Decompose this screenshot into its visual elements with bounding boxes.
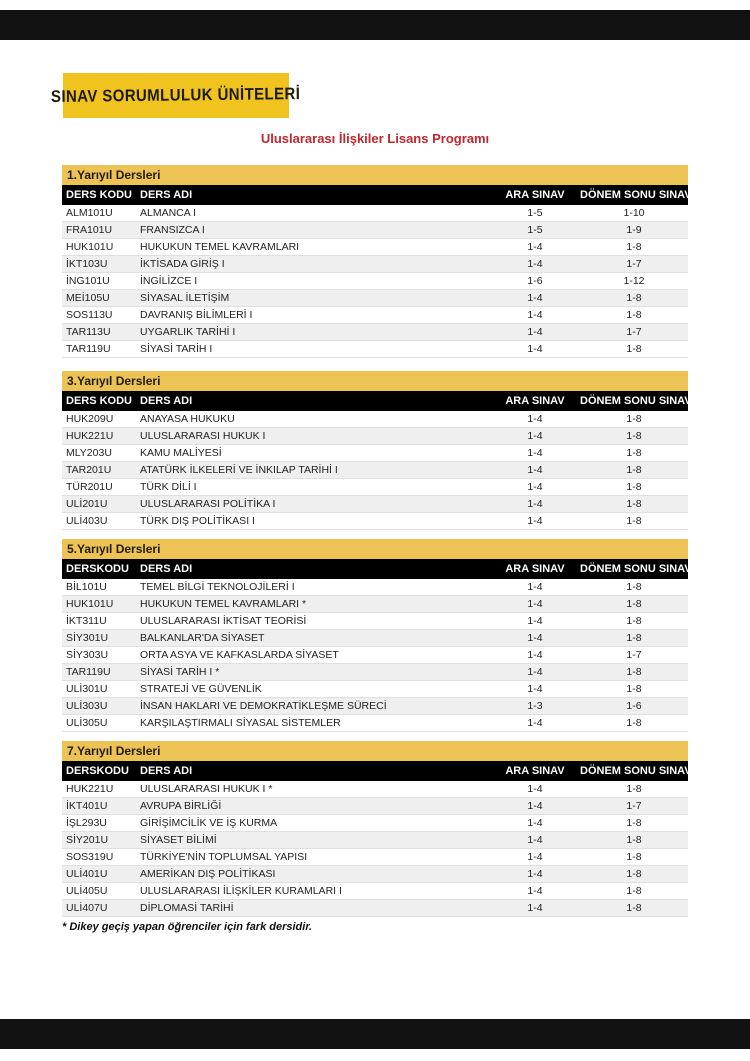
cell-midterm-units: 1-4	[527, 885, 543, 897]
cell-final-units: 1-8	[626, 292, 642, 304]
header-cell: DERS ADI	[140, 563, 193, 575]
header-cell: DÖNEM SONU SINAVI	[580, 395, 695, 407]
cell-course-code: ULİ301U	[66, 683, 108, 695]
table-row	[62, 900, 688, 917]
cell-course-name: SİYASİ TARİH I	[140, 343, 213, 355]
cell-final-units: 1-8	[626, 632, 642, 644]
cell-midterm-units: 1-6	[527, 275, 543, 287]
cell-midterm-units: 1-4	[527, 783, 543, 795]
cell-final-units: 1-8	[626, 413, 642, 425]
table-header-row	[62, 761, 695, 781]
cell-final-units: 1-8	[626, 868, 642, 880]
cell-course-code: SOS113U	[66, 309, 113, 321]
table-row	[62, 273, 688, 290]
table-row	[62, 222, 688, 239]
cell-final-units: 1-8	[626, 515, 642, 527]
cell-final-units: 1-7	[626, 800, 642, 812]
cell-course-code: ULİ405U	[66, 885, 108, 897]
cell-course-code: SOS319U	[66, 851, 114, 863]
table-row	[62, 883, 688, 900]
cell-final-units: 1-8	[626, 581, 642, 593]
cell-course-name: DAVRANIŞ BİLİMLERİ I	[140, 309, 253, 321]
cell-final-units: 1-6	[626, 700, 642, 712]
table-header-row	[62, 559, 695, 579]
program-title: Uluslararası İlişkiler Lisans Programı	[260, 131, 490, 146]
cell-midterm-units: 1-4	[527, 598, 543, 610]
cell-midterm-units: 1-4	[527, 632, 543, 644]
cell-midterm-units: 1-4	[527, 717, 543, 729]
cell-final-units: 1-8	[626, 481, 642, 493]
cell-course-code: ULİ201U	[66, 498, 108, 510]
cell-final-units: 1-8	[626, 447, 642, 459]
header-cell: DERS ADI	[140, 395, 193, 407]
cell-course-name: TÜRKİYE'NİN TOPLUMSAL YAPISI	[140, 851, 308, 863]
cell-course-name: SİYASAL İLETİŞİM	[140, 292, 230, 304]
table-row	[62, 479, 688, 496]
cell-course-name: ULUSLARARASI HUKUK I *	[140, 783, 273, 795]
cell-course-name: KARŞILAŞTIRMALI SİYASAL SİSTEMLER	[140, 717, 341, 729]
cell-final-units: 1-8	[626, 783, 642, 795]
cell-course-code: TAR119U	[66, 343, 111, 355]
cell-course-code: ULİ407U	[66, 902, 108, 914]
cell-course-code: SİY201U	[66, 834, 109, 846]
cell-final-units: 1-8	[626, 851, 642, 863]
table-row	[62, 664, 688, 681]
table-row	[62, 445, 688, 462]
table-row	[62, 681, 688, 698]
cell-final-units: 1-8	[626, 343, 642, 355]
cell-midterm-units: 1-4	[527, 800, 543, 812]
table-row	[62, 647, 688, 664]
cell-midterm-units: 1-5	[527, 207, 543, 219]
table-row	[62, 579, 688, 596]
cell-midterm-units: 1-4	[527, 515, 543, 527]
table-row	[62, 341, 688, 358]
table-row	[62, 290, 688, 307]
table-row	[62, 496, 688, 513]
cell-course-name: UYGARLIK TARİHİ I	[140, 326, 236, 338]
semester-1-table	[62, 165, 695, 358]
cell-course-name: İNSAN HAKLARI VE DEMOKRATİKLEŞME SÜRECİ	[140, 700, 387, 712]
header-cell: ARA SINAV	[505, 189, 565, 201]
cell-course-code: MEİ105U	[66, 292, 110, 304]
cell-course-code: ULİ403U	[66, 515, 108, 527]
cell-final-units: 1-8	[626, 885, 642, 897]
section-header: 3.Yarıyıl Dersleri	[62, 371, 688, 391]
cell-midterm-units: 1-4	[527, 683, 543, 695]
cell-course-code: ALM101U	[66, 207, 113, 219]
cell-course-code: HUK221U	[66, 430, 114, 442]
cell-midterm-units: 1-4	[527, 481, 543, 493]
table-row	[62, 698, 688, 715]
bottom-banner-bar	[0, 1019, 750, 1049]
cell-midterm-units: 1-4	[527, 868, 543, 880]
cell-course-code: SİY301U	[66, 632, 109, 644]
cell-final-units: 1-8	[626, 241, 642, 253]
cell-course-name: ULUSLARARASI POLİTİKA I	[140, 498, 276, 510]
cell-midterm-units: 1-4	[527, 464, 543, 476]
cell-course-code: FRA101U	[66, 224, 113, 236]
header-cell: DERS KODU	[66, 395, 133, 407]
section-header: 1.Yarıyıl Dersleri	[62, 165, 688, 185]
cell-final-units: 1-8	[626, 464, 642, 476]
header-cell: ARA SINAV	[505, 765, 565, 777]
cell-final-units: 1-12	[623, 275, 645, 287]
cell-course-name: ATATÜRK İLKELERİ VE İNKILAP TARİHİ I	[140, 464, 338, 476]
table-row	[62, 781, 688, 798]
exam-units-logo-text: SINAV SORUMLULUK ÜNİTELERİ	[51, 84, 301, 107]
semester-3-table	[62, 371, 695, 530]
header-cell: DERS KODU	[66, 189, 133, 201]
semester-7-table	[62, 741, 695, 917]
cell-course-name: İNGİLİZCE I	[140, 275, 198, 287]
cell-course-code: HUK221U	[66, 783, 114, 795]
table-row	[62, 832, 688, 849]
cell-course-name: HUKUKUN TEMEL KAVRAMLARI	[140, 241, 300, 253]
cell-midterm-units: 1-4	[527, 309, 543, 321]
cell-midterm-units: 1-4	[527, 834, 543, 846]
cell-course-code: ULİ303U	[66, 700, 108, 712]
cell-course-code: İKT103U	[66, 258, 108, 270]
cell-course-name: SİYASET BİLİMİ	[140, 834, 217, 846]
table-row	[62, 630, 688, 647]
cell-course-name: ULUSLARARASI İLİŞKİLER KURAMLARI I	[140, 885, 342, 897]
header-cell: DERS ADI	[140, 765, 193, 777]
cell-final-units: 1-8	[626, 598, 642, 610]
table-row	[62, 715, 688, 732]
cell-final-units: 1-8	[626, 309, 642, 321]
cell-midterm-units: 1-4	[527, 326, 543, 338]
section-header: 5.Yarıyıl Dersleri	[62, 539, 688, 559]
cell-course-name: TÜRK DIŞ POLİTİKASI I	[140, 515, 255, 527]
header-cell: DÖNEM SONU SINAVI	[580, 765, 695, 777]
table-row	[62, 256, 688, 273]
cell-midterm-units: 1-3	[527, 700, 543, 712]
cell-course-name: ORTA ASYA VE KAFKASLARDA SİYASET	[140, 649, 339, 661]
cell-midterm-units: 1-4	[527, 258, 543, 270]
cell-midterm-units: 1-4	[527, 292, 543, 304]
cell-midterm-units: 1-4	[527, 343, 543, 355]
cell-course-code: İŞL293U	[66, 817, 107, 829]
exam-units-logo-badge	[51, 73, 301, 118]
cell-final-units: 1-8	[626, 615, 642, 627]
cell-course-code: TÜR201U	[66, 481, 113, 493]
cell-midterm-units: 1-4	[527, 581, 543, 593]
cell-course-code: ULİ305U	[66, 717, 108, 729]
cell-final-units: 1-8	[626, 834, 642, 846]
table-row	[62, 798, 688, 815]
cell-course-code: ULİ401U	[66, 868, 108, 880]
cell-midterm-units: 1-4	[527, 817, 543, 829]
footnote: * Dikey geçiş yapan öğrenciler için fark dersidir.	[62, 921, 313, 933]
cell-course-name: ALMANCA I	[140, 207, 197, 219]
cell-course-name: GİRİŞİMCİLİK VE İŞ KURMA	[140, 817, 278, 829]
semester-5-table	[62, 539, 695, 732]
cell-final-units: 1-7	[626, 649, 642, 661]
cell-course-code: İKT311U	[66, 615, 107, 627]
table-header-row	[62, 391, 695, 411]
table-row	[62, 866, 688, 883]
cell-midterm-units: 1-5	[527, 224, 543, 236]
table-row	[62, 411, 688, 428]
cell-course-code: TAR119U	[66, 666, 111, 678]
header-cell: ARA SINAV	[505, 395, 565, 407]
top-banner-bar	[0, 10, 750, 40]
header-cell: DERSKODU	[66, 563, 129, 575]
cell-midterm-units: 1-4	[527, 430, 543, 442]
cell-final-units: 1-8	[626, 717, 642, 729]
cell-course-code: MLY203U	[66, 447, 112, 459]
cell-course-code: BİL101U	[66, 581, 107, 593]
cell-course-name: İKTİSADA GİRİŞ I	[140, 258, 225, 270]
table-row	[62, 462, 688, 479]
cell-course-code: İNG101U	[66, 275, 110, 287]
header-cell: ARA SINAV	[505, 563, 565, 575]
table-row	[62, 324, 688, 341]
cell-final-units: 1-8	[626, 666, 642, 678]
cell-course-name: AVRUPA BİRLİĞİ	[140, 800, 222, 812]
table-row	[62, 596, 688, 613]
cell-course-code: SİY303U	[66, 649, 109, 661]
cell-final-units: 1-7	[626, 258, 642, 270]
cell-course-code: TAR113U	[66, 326, 111, 338]
header-cell: DERS ADI	[140, 189, 193, 201]
cell-course-code: TAR201U	[66, 464, 112, 476]
table-row	[62, 307, 688, 324]
cell-midterm-units: 1-4	[527, 498, 543, 510]
cell-course-name: FRANSIZCA I	[140, 224, 205, 236]
header-cell: DERSKODU	[66, 765, 129, 777]
cell-midterm-units: 1-4	[527, 851, 543, 863]
cell-midterm-units: 1-4	[527, 649, 543, 661]
cell-final-units: 1-8	[626, 902, 642, 914]
cell-midterm-units: 1-4	[527, 615, 543, 627]
cell-course-name: STRATEJİ VE GÜVENLİK	[140, 683, 262, 695]
cell-course-code: HUK101U	[66, 241, 114, 253]
table-header-row	[62, 185, 695, 205]
cell-final-units: 1-8	[626, 430, 642, 442]
cell-course-name: SİYASİ TARİH I *	[140, 666, 220, 678]
cell-final-units: 1-8	[626, 817, 642, 829]
cell-midterm-units: 1-4	[527, 447, 543, 459]
cell-final-units: 1-8	[626, 498, 642, 510]
cell-course-code: HUK101U	[66, 598, 114, 610]
cell-midterm-units: 1-4	[527, 413, 543, 425]
cell-course-name: BALKANLAR'DA SİYASET	[140, 632, 265, 644]
cell-course-code: İKT401U	[66, 800, 108, 812]
cell-course-name: KAMU MALİYESİ	[140, 447, 222, 459]
table-row	[62, 513, 688, 530]
table-row	[62, 205, 688, 222]
cell-midterm-units: 1-4	[527, 902, 543, 914]
cell-course-name: TÜRK DİLİ I	[140, 481, 197, 493]
cell-final-units: 1-9	[626, 224, 642, 236]
cell-course-name: ULUSLARARASI İKTİSAT TEORİSİ	[140, 615, 307, 627]
cell-course-name: TEMEL BİLGİ TEKNOLOJİLERİ I	[140, 581, 295, 593]
cell-midterm-units: 1-4	[527, 666, 543, 678]
cell-final-units: 1-10	[623, 207, 645, 219]
cell-course-name: ANAYASA HUKUKU	[140, 413, 235, 425]
cell-final-units: 1-7	[626, 326, 642, 338]
cell-course-code: HUK209U	[66, 413, 114, 425]
table-row	[62, 849, 688, 866]
cell-midterm-units: 1-4	[527, 241, 543, 253]
section-header: 7.Yarıyıl Dersleri	[62, 741, 688, 761]
table-row	[62, 239, 688, 256]
header-cell: DÖNEM SONU SINAVI	[580, 189, 695, 201]
table-row	[62, 815, 688, 832]
table-row	[62, 428, 688, 445]
cell-course-name: ULUSLARARASI HUKUK I	[140, 430, 266, 442]
table-row	[62, 613, 688, 630]
header-cell: DÖNEM SONU SINAVI	[580, 563, 695, 575]
cell-final-units: 1-8	[626, 683, 642, 695]
cell-course-name: AMERİKAN DIŞ POLİTİKASI	[140, 868, 276, 880]
cell-course-name: DİPLOMASİ TARİHİ	[140, 902, 234, 914]
cell-course-name: HUKUKUN TEMEL KAVRAMLARI *	[140, 598, 307, 610]
